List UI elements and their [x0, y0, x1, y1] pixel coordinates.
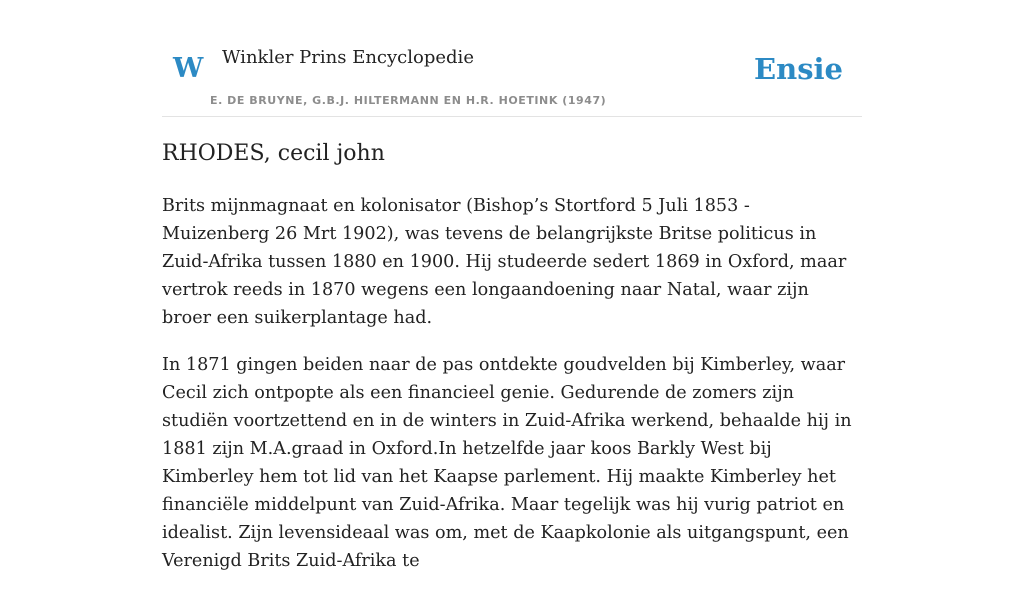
entry-title: RHODES, cecil john: [162, 141, 385, 166]
entry-paragraph: Brits mijnmagnaat en kolonisator (Bishop’s Stortford 5 Juli 1853 - Muizenberg 26 Mrt 1902), was tevens de belangrijkste Britse politicus in Zuid-Afrika tussen 1880 en 1900. Hij studeerde sedert 1869 in Oxford, maar vertrok reeds in 1870 wegens een longaandoening naar Natal, waar zijn broer een suikerplantage had.: [162, 196, 847, 328]
entry-paragraph: In 1871 gingen beiden naar de pas ontdekte goudvelden bij Kimberley, waar Cecil zich ontpopte als een financieel genie. Gedurende de zomers zijn studiën voortzettend en in de winters in Zuid-Afrika werkend, behaalde hij in 1881 zijn M.A.graad in Oxford.In hetzelfde jaar koos Barkly West bij Kimberley hem tot lid van het Kaapse parlement. Hij maakte Kimberley het financiële middelpunt van Zuid-Afrika. Maar tegelijk was hij vurig patriot en idealist. Zijn levensideaal was om, met de Kaapkolonie als uitgangspunt, een Verenigd Brits Zuid-Afrika te: [162, 355, 852, 571]
page: [162, 0, 862, 571]
publication-logo[interactable]: W: [173, 53, 204, 84]
publication-authors: E. DE BRUYNE, G.B.J. HILTERMANN EN H.R. HOETINK (1947): [210, 94, 607, 107]
entry-body: [162, 192, 862, 594]
brand-logo-link[interactable]: Ensie: [754, 52, 843, 86]
site-header: [162, 0, 862, 117]
publication-title[interactable]: Winkler Prins Encyclopedie: [222, 47, 474, 68]
